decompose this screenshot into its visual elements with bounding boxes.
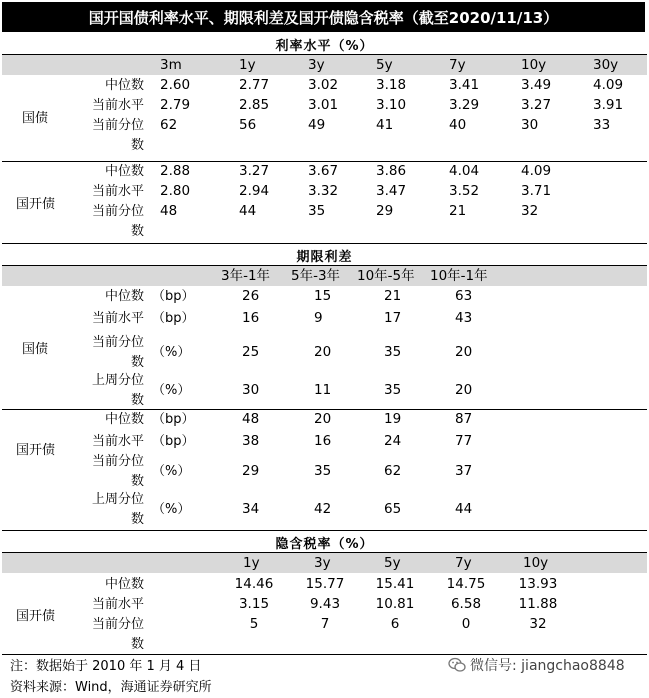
table-cell: 87 bbox=[455, 411, 473, 427]
row-label: 当前分位 bbox=[91, 454, 144, 469]
row-label-wrap: 数 bbox=[130, 355, 144, 370]
table-cell: 38 bbox=[242, 433, 260, 449]
table-cell: 2.60 bbox=[160, 77, 191, 93]
row-label: 中位数 bbox=[104, 78, 144, 93]
tax-column-header: 5y bbox=[384, 555, 401, 571]
table-cell: 15.41 bbox=[375, 576, 415, 592]
table-cell: 2.80 bbox=[160, 183, 191, 199]
table-cell: 3.71 bbox=[521, 183, 552, 199]
table-cell: 2.77 bbox=[239, 77, 270, 93]
rates-column-header: 1y bbox=[239, 57, 256, 73]
table-cell: 16 bbox=[242, 310, 260, 326]
footnote: 注：数据始于 2010 年 1 月 4 日 bbox=[10, 659, 202, 674]
row-label: 上周分位 bbox=[91, 373, 144, 388]
row-label-wrap: 数 bbox=[130, 138, 144, 153]
table-cell: 62 bbox=[384, 463, 402, 479]
spreads-column-header: 3年-1年 bbox=[221, 268, 271, 284]
table-cell: 3.10 bbox=[376, 97, 407, 113]
row-label: 上周分位 bbox=[91, 492, 144, 507]
spreads-column-header: 10年-1年 bbox=[430, 268, 488, 284]
source-note: 资料来源：Wind，海通证券研究所 bbox=[10, 680, 212, 695]
tax-group-label: 国开债 bbox=[16, 609, 56, 624]
table-cell: 3.49 bbox=[521, 77, 552, 93]
table-cell: 15 bbox=[314, 288, 332, 304]
row-unit: （%） bbox=[152, 345, 191, 360]
tax-column-header: 3y bbox=[314, 555, 331, 571]
table-cell: 4.09 bbox=[521, 163, 552, 179]
row-label: 当前水平 bbox=[91, 434, 144, 449]
table-cell: 24 bbox=[384, 433, 402, 449]
table-cell: 30 bbox=[242, 382, 260, 398]
table-cell: 3.41 bbox=[449, 77, 480, 93]
tax-column-header: 1y bbox=[243, 555, 260, 571]
table-cell: 4.09 bbox=[593, 77, 624, 93]
table-cell: 3.32 bbox=[308, 183, 339, 199]
wechat-icon bbox=[448, 657, 466, 673]
table-cell: 5 bbox=[249, 616, 259, 632]
table-cell: 32 bbox=[521, 203, 539, 219]
table-cell: 29 bbox=[242, 463, 260, 479]
table-cell: 3.02 bbox=[308, 77, 339, 93]
table-cell: 49 bbox=[308, 117, 326, 133]
table-cell: 16 bbox=[314, 433, 332, 449]
table-cell: 44 bbox=[239, 203, 257, 219]
row-label: 当前水平 bbox=[91, 311, 144, 326]
table-title: 国开国债利率水平、期限利差及国开债隐含税率（截至2020/11/13） bbox=[2, 2, 645, 32]
table-cell: 29 bbox=[376, 203, 394, 219]
table-cell: 20 bbox=[455, 344, 473, 360]
table-cell: 3.15 bbox=[238, 596, 270, 612]
rates-column-header: 3m bbox=[160, 57, 182, 73]
table-cell: 44 bbox=[455, 501, 473, 517]
table-cell: 63 bbox=[455, 288, 473, 304]
rates-column-header: 7y bbox=[449, 57, 466, 73]
row-label-wrap: 数 bbox=[130, 637, 144, 652]
table-cell: 32 bbox=[529, 616, 547, 632]
table-cell: 9 bbox=[314, 310, 323, 326]
table-cell: 48 bbox=[242, 411, 260, 427]
rates-column-header: 30y bbox=[593, 57, 619, 73]
table-cell: 30 bbox=[521, 117, 539, 133]
table-cell: 21 bbox=[449, 203, 467, 219]
table-cell: 56 bbox=[239, 117, 257, 133]
row-label-wrap: 数 bbox=[130, 224, 144, 239]
table-cell: 3.29 bbox=[449, 97, 480, 113]
tax-section-title: 隐含税率（%） bbox=[275, 537, 374, 552]
table-cell: 9.43 bbox=[309, 596, 341, 612]
table-cell: 3.47 bbox=[376, 183, 407, 199]
table-cell: 3.18 bbox=[376, 77, 407, 93]
row-label: 中位数 bbox=[104, 577, 144, 592]
row-label: 当前分位 bbox=[91, 118, 144, 133]
spreads-group-label: 国开债 bbox=[16, 443, 56, 458]
table-cell: 37 bbox=[455, 463, 473, 479]
table-cell: 35 bbox=[384, 382, 402, 398]
table-cell: 0 bbox=[461, 616, 471, 632]
table-cell: 48 bbox=[160, 203, 178, 219]
spreads-column-header: 10年-5年 bbox=[357, 268, 415, 284]
table-cell: 40 bbox=[449, 117, 467, 133]
row-label: 当前水平 bbox=[91, 184, 144, 199]
table-cell: 35 bbox=[314, 463, 332, 479]
watermark-text: 微信号: jiangchao8848 bbox=[470, 658, 625, 674]
row-label: 中位数 bbox=[104, 289, 144, 304]
table-cell: 3.52 bbox=[449, 183, 480, 199]
table-cell: 20 bbox=[314, 344, 332, 360]
table-cell: 65 bbox=[384, 501, 402, 517]
rates-column-header: 10y bbox=[521, 57, 547, 73]
table-cell: 20 bbox=[314, 411, 332, 427]
table-cell: 33 bbox=[593, 117, 611, 133]
row-label: 当前分位 bbox=[91, 204, 144, 219]
table-cell: 3.27 bbox=[521, 97, 552, 113]
table-cell: 11 bbox=[314, 382, 332, 398]
table-cell: 3.01 bbox=[308, 97, 339, 113]
divider bbox=[2, 243, 647, 244]
row-unit: （%） bbox=[152, 464, 191, 479]
row-label-wrap: 数 bbox=[130, 474, 144, 489]
divider bbox=[2, 530, 647, 531]
rates-section-title: 利率水平（%） bbox=[275, 39, 374, 54]
row-unit: （%） bbox=[152, 502, 191, 517]
table-cell: 4.04 bbox=[449, 163, 480, 179]
table-cell: 6.58 bbox=[450, 596, 482, 612]
table-cell: 35 bbox=[384, 344, 402, 360]
table-cell: 2.88 bbox=[160, 163, 191, 179]
table-cell: 2.85 bbox=[239, 97, 270, 113]
table-cell: 2.79 bbox=[160, 97, 191, 113]
table-cell: 6 bbox=[390, 616, 400, 632]
table-cell: 43 bbox=[455, 310, 473, 326]
table-cell: 7 bbox=[320, 616, 330, 632]
spreads-section-title: 期限利差 bbox=[296, 250, 353, 265]
rates-group-label: 国开债 bbox=[16, 197, 56, 212]
table-cell: 17 bbox=[384, 310, 402, 326]
row-label: 中位数 bbox=[104, 164, 144, 179]
table-cell: 14.75 bbox=[446, 576, 486, 592]
table-cell: 42 bbox=[314, 501, 332, 517]
row-unit: （bp） bbox=[152, 289, 195, 304]
table-cell: 3.86 bbox=[376, 163, 407, 179]
table-cell: 2.94 bbox=[239, 183, 270, 199]
spreads-group-label: 国债 bbox=[22, 342, 49, 357]
table-cell: 15.77 bbox=[305, 576, 345, 592]
rates-group-label: 国债 bbox=[22, 111, 49, 126]
table-cell: 25 bbox=[242, 344, 260, 360]
table-cell: 41 bbox=[376, 117, 394, 133]
row-label: 中位数 bbox=[104, 412, 144, 427]
row-label: 当前水平 bbox=[91, 98, 144, 113]
watermark bbox=[448, 655, 625, 675]
row-unit: （bp） bbox=[152, 412, 195, 427]
table-cell: 14.46 bbox=[234, 576, 274, 592]
table-cell: 3.27 bbox=[239, 163, 270, 179]
table-cell: 34 bbox=[242, 501, 260, 517]
row-label: 当前水平 bbox=[91, 597, 144, 612]
table-cell: 35 bbox=[308, 203, 326, 219]
table-cell: 13.93 bbox=[518, 576, 558, 592]
row-label-wrap: 数 bbox=[130, 393, 144, 408]
table-cell: 19 bbox=[384, 411, 402, 427]
table-cell: 10.81 bbox=[375, 596, 415, 612]
tax-column-header: 10y bbox=[523, 555, 549, 571]
table-cell: 77 bbox=[455, 433, 473, 449]
row-label: 当前分位 bbox=[91, 335, 144, 350]
row-label: 当前分位 bbox=[91, 617, 144, 632]
tax-column-header: 7y bbox=[455, 555, 472, 571]
row-unit: （bp） bbox=[152, 434, 195, 449]
table-cell: 21 bbox=[384, 288, 402, 304]
table-cell: 62 bbox=[160, 117, 178, 133]
table-cell: 3.91 bbox=[593, 97, 624, 113]
spreads-column-header: 5年-3年 bbox=[291, 268, 341, 284]
table-cell: 26 bbox=[242, 288, 260, 304]
row-label-wrap: 数 bbox=[130, 512, 144, 527]
table-cell: 11.88 bbox=[518, 596, 558, 612]
row-unit: （bp） bbox=[152, 311, 195, 326]
table-cell: 3.67 bbox=[308, 163, 339, 179]
table-cell: 20 bbox=[455, 382, 473, 398]
rates-column-header: 5y bbox=[376, 57, 393, 73]
rates-column-header: 3y bbox=[308, 57, 325, 73]
row-unit: （%） bbox=[152, 383, 191, 398]
